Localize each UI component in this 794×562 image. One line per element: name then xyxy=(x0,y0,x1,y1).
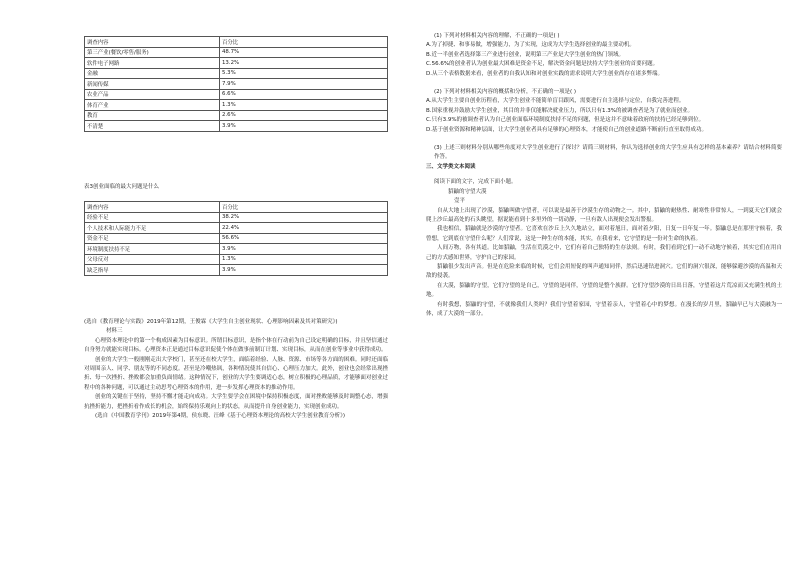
question-option: C.56.6%的创业者认为创业最大困难是资金不足，解决资金问题是扶持大学生创业的首要问题。 xyxy=(426,61,659,68)
table-header-row xyxy=(85,202,388,213)
survey-table-1 xyxy=(84,36,388,132)
question-3: (3) 上述三则材料分别从哪些角度对大学生创业进行了探讨？请简三则材料，你认为选择创业的大学生应具有怎样的基本素养？请结合材料简要作答。 xyxy=(434,145,782,161)
source-citation: (选自《教育理论与实践》2019年第12期，王俊霖《大学生自主创业现状、心理影响因素及其对策研究》) xyxy=(84,319,338,325)
question-option: D.从三个表格数据来看，创业者的自我认知和对创业实践的需求说明大学生创业尚存在诸多弊端。 xyxy=(426,70,663,77)
table-cell: 父母反对 xyxy=(85,254,220,265)
table-row xyxy=(85,265,388,276)
story-paragraph: 自从大地上出现了沙漠，貂鼬叫做守望者，可以说是最善于沙漠生存的动物之一。其中，貂鼬的耐热性、耐寒性非常惊人，一到夏天它们就会爬上沙丘最高处的石头眺望，据说能看到十多里外的一切动静，一旦有敌人出现便会发出警报。 xyxy=(426,207,782,223)
table-cell: 环境制度扶持不足 xyxy=(85,244,220,255)
question-2: (2) 下列对材料相关内容的概括和分析，不正确的一项是( ) xyxy=(434,89,577,96)
story-paragraph: 在大漠，貂鼬的守望，它们守望的是自己，守望的是同伴，守望的是整个族群。它们守望沙漠的日出日落，守望着这片荒凉而又充满生机的土地。 xyxy=(426,282,782,299)
table-row xyxy=(85,79,388,90)
table-row xyxy=(85,254,388,265)
table-cell: 3.9% xyxy=(220,121,388,132)
table-row xyxy=(85,212,388,223)
table-row xyxy=(85,47,388,58)
table-cell: 48.7% xyxy=(220,47,388,58)
table-cell: 3.9% xyxy=(220,265,388,276)
question-option: C.只有3.9%的被调查者认为自己创业面临环境制度扶持不足的问题，但是这并不意味着政府的扶持已经足够到位。 xyxy=(426,117,705,124)
table-cell: 6.6% xyxy=(220,89,388,100)
source-citation: (选自《中国教育学刊》2019年第4期，侯东晓、汪峰《基于心理资本理论的高校大学生创业教育分析》) xyxy=(95,413,346,420)
table-cell: 38.2% xyxy=(220,212,388,223)
table-row xyxy=(85,58,388,69)
table-row xyxy=(85,223,388,234)
table-cell: 不清楚 xyxy=(85,121,220,132)
story-title: 貂鼬的守望大漠 xyxy=(448,188,487,195)
table-cell: 体育产业 xyxy=(85,100,220,111)
story-paragraph: 貂鼬很少发出声音。但是在危险来临的时候，它们会用短促的叫声通知同伴，然后迅速钻进洞穴。它们的洞穴很深，能够躲避沙漠的高温和天敌的侵袭。 xyxy=(426,263,782,280)
table-row xyxy=(85,233,388,244)
table-row xyxy=(85,89,388,100)
material-label: 材料三 xyxy=(106,328,123,335)
table-header-cell: 调查内容 xyxy=(85,202,220,213)
story-paragraph: 有时我想，貂鼬的守望，不就像我们人类吗？我们守望着家园，守望着亲人，守望着心中的梦想。在漫长的岁月里，貂鼬早已与大漠融为一体，成了大漠的一部分。 xyxy=(426,301,782,317)
question-1: (1) 下列对材料相关内容的理解，不正确的一项是( ) xyxy=(434,33,560,39)
table-row xyxy=(85,110,388,121)
table-header-cell: 百分比 xyxy=(220,202,388,213)
table-cell: 个人技术和人际能力不足 xyxy=(85,223,220,234)
questions-block xyxy=(426,32,782,319)
table-cell: 3.9% xyxy=(220,244,388,255)
table-cell: 2.6% xyxy=(220,110,388,121)
story-author: 壹平 xyxy=(454,198,466,205)
table-cell: 新闻传媒 xyxy=(85,79,220,90)
paragraph: 创业的关键在于坚持，坚持不懈才能走向成功。大学生要学会在困境中保持积极态度，面对挫败能够及时调整心态，增强抗挫折能力，把挫折看作成长的机会，始终保持乐观向上的状态，从而提升自身创业能力，实现创业成功。 xyxy=(84,394,388,410)
question-option: A.从大学生主要自创业历程看，大学生创业不能简单盲目跟风，需要进行自主选择与定位，自我完善进程。 xyxy=(426,98,685,105)
table-cell: 教育 xyxy=(85,110,220,121)
table-cell: 1.3% xyxy=(220,100,388,111)
table-row xyxy=(85,100,388,111)
table-caption: 表3创业面临的最大问题是什么 xyxy=(84,184,160,190)
reading-prompt: 阅读下面的文字，完成下面小题。 xyxy=(434,179,517,186)
table-cell: 经验不足 xyxy=(85,212,220,223)
story-paragraph: 我也相信，貂鼬就是沙漠的守望者。它喜欢在沙丘上久久地站立，面对着旭日，面对着夕阳，日复一日年复一年。貂鼬总是在那里守候着，我曾想，它到底在守望什么呢？人们常说，这是一种生存的本能，其实，在我看来，它守望的是一份对生命的执着。 xyxy=(426,226,782,242)
table-cell: 13.2% xyxy=(220,58,388,69)
table-cell: 资金不足 xyxy=(85,233,220,244)
table-cell: 7.9% xyxy=(220,79,388,90)
table-header-cell: 调查内容 xyxy=(85,37,220,48)
table-cell: 第三产业(餐饮/零售/服务) xyxy=(85,47,220,58)
table-cell: 软件电子网路 xyxy=(85,58,220,69)
table-row xyxy=(85,121,388,132)
story-paragraph: 人间万物，各有其道。比如貂鼬，生活在荒漠之中，它们有着自己独特的生存法则。有时，我们看到它们一动不动地守候着，其实它们在用自己的方式感知世界，守护自己的家园。 xyxy=(426,245,782,261)
survey-table-2 xyxy=(84,201,388,276)
question-option: A.为了掉捷、和事易做，增强能力，为了实现，这成为大学生选择创业的最主要动机。 xyxy=(426,42,635,49)
table-header-cell: 百分比 xyxy=(220,37,388,48)
table-cell: 农业产品 xyxy=(85,89,220,100)
paragraph: 创业的大学生一般刚刚走出大学校门，甚至还在校大学生，面临着经验、人脉、资源、市场等各方面的困难。同时还面临对周围亲人、同学、朋友等的不同态度。甚至是冷嘲热讽，各种情况使其自信心、心理压力加大。此外，创业也会经常出现挫折、每一次挫折、挫败都会加重负面情绪。这种情况下，创业的大学生要调适心态，树立积极的心理品质，才能够面对创业过程中的各种问题，可以通过主动思考心理资本的作用，进一步发挥心理资本的推动作用。 xyxy=(84,356,388,391)
paragraph: 心理资本理论中的第一个构成因素为目标意识。所谓目标意识，是指个体在行动前为自己设定明确的目标，并且坚信通过自身努力就能实现目标。心理资本正是通过目标意识促使个体在做事前制订计划、实现目标，从而在创业等事业中获得成功。 xyxy=(84,337,388,354)
table-header-row xyxy=(85,37,388,48)
table-cell: 22.4% xyxy=(220,223,388,234)
table-cell: 1.3% xyxy=(220,254,388,265)
question-option: D.基于创业资源和精神层面，让大学生创业者具有足够的心理资本，才能使自己的创业道路不断前行直至取得成功。 xyxy=(426,126,707,133)
table-cell: 56.6% xyxy=(220,233,388,244)
table-row xyxy=(85,244,388,255)
question-option: B.国家重视并鼓励大学生创业，其目的并非仅能解决就业压力，所以只有1.3%的被调查者是为了就业而创业。 xyxy=(426,107,693,114)
section-heading: 三、文学类文本阅读 xyxy=(426,163,476,170)
table-cell: 缺乏指导 xyxy=(85,265,220,276)
question-option: B.近一半创业者选择第三产业进行创业，说明第三产业是大学生创业的热门领域。 xyxy=(426,51,625,58)
table-row xyxy=(85,68,388,79)
table-cell: 金融 xyxy=(85,68,220,79)
table-cell: 5.3% xyxy=(220,68,388,79)
left-text-block xyxy=(84,318,388,421)
